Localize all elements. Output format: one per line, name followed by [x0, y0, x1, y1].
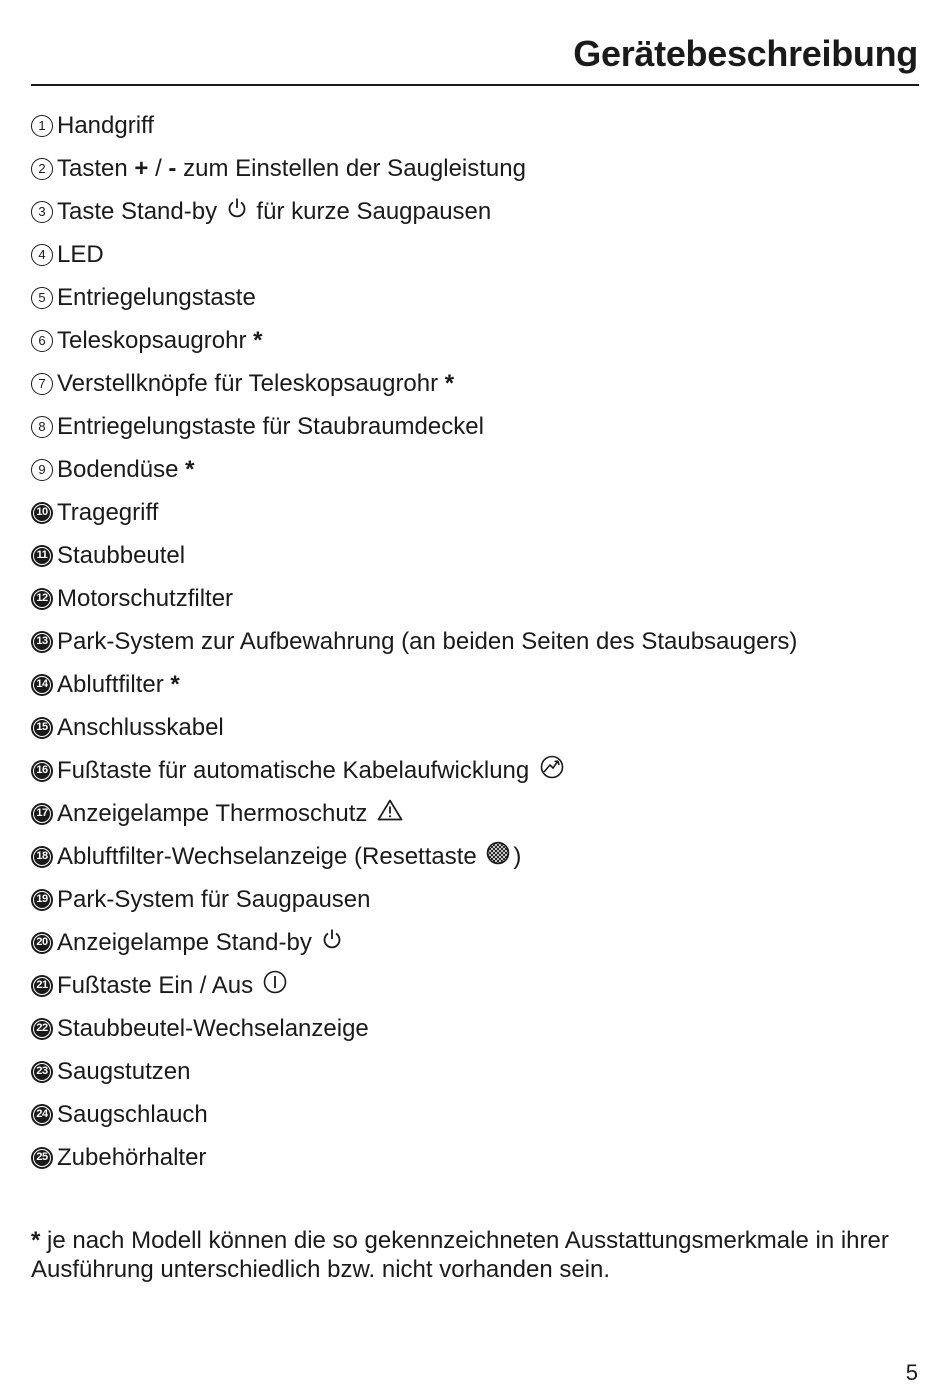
part-label: Anzeigelampe Stand-by	[57, 928, 319, 956]
part-label: Motorschutzfilter	[57, 584, 234, 612]
part-number-badge: 7	[31, 373, 53, 395]
part-number-badge: 22	[31, 1018, 53, 1040]
part-label: Entriegelungstaste für Staubraumdeckel	[57, 412, 484, 440]
part-number-badge: 20	[31, 932, 53, 954]
part-number-badge: 14	[31, 674, 53, 696]
part-number-badge: 2	[31, 158, 53, 180]
part-number-badge: 8	[31, 416, 53, 438]
part-number-badge: 18	[31, 846, 53, 868]
part-label: Staubbeutel	[57, 541, 186, 569]
part-item-14	[31, 663, 797, 706]
part-number-badge: 1	[31, 115, 53, 137]
part-label: Tragegriff	[57, 498, 159, 526]
model-dependent-star: *	[253, 326, 263, 354]
part-item-15	[31, 706, 797, 749]
part-item-24	[31, 1093, 797, 1136]
plus-symbol: +	[134, 154, 149, 182]
model-dependent-star: *	[444, 369, 455, 397]
part-label: Fußtaste für automatische Kabelaufwicklung	[57, 756, 536, 784]
part-label: Tasten	[57, 154, 135, 182]
warning-triangle-icon	[377, 799, 403, 828]
part-label-suffix: für kurze Saugpausen	[249, 197, 492, 225]
part-number-badge: 4	[31, 244, 53, 266]
model-dependent-star: *	[185, 455, 195, 483]
filter-reset-icon	[486, 841, 510, 872]
part-label: Anzeigelampe Thermoschutz	[57, 799, 375, 827]
part-number-badge: 21	[31, 975, 53, 997]
part-label: Abluftfilter	[57, 670, 164, 698]
part-number-badge: 10	[31, 502, 53, 524]
part-label: Fußtaste Ein / Aus	[57, 971, 260, 999]
part-number-badge: 11	[31, 545, 53, 567]
part-label: Saugstutzen	[57, 1057, 191, 1085]
part-item-10	[31, 491, 797, 534]
part-number-badge: 16	[31, 760, 53, 782]
model-dependent-star: *	[170, 670, 180, 698]
part-number-badge: 13	[31, 631, 53, 653]
part-item-6	[31, 319, 797, 362]
part-item-2	[31, 147, 797, 190]
part-item-18	[31, 835, 797, 878]
part-item-22	[31, 1007, 797, 1050]
part-number-badge: 12	[31, 588, 53, 610]
part-number-badge: 15	[31, 717, 53, 739]
part-item-17	[31, 792, 797, 835]
header-divider	[31, 84, 919, 86]
footnote	[31, 1226, 921, 1284]
power-icon	[322, 928, 342, 957]
part-item-8	[31, 405, 797, 448]
part-label: Taste Stand-by	[57, 197, 224, 225]
part-label: Bodendüse	[57, 455, 179, 483]
part-label: LED	[57, 240, 104, 268]
part-label: Saugschlauch	[57, 1100, 208, 1128]
part-label: Zubehörhalter	[57, 1143, 207, 1171]
part-label: Abluftfilter-Wechselanzeige (Resettaste	[57, 842, 484, 870]
part-label: Verstellknöpfe für Teleskopsaugrohr	[57, 369, 439, 397]
part-number-badge: 25	[31, 1147, 53, 1169]
part-number-badge: 23	[31, 1061, 53, 1083]
part-number-badge: 17	[31, 803, 53, 825]
part-label-suffix: zum Einstellen der Saugleistung	[176, 154, 526, 182]
part-item-19	[31, 878, 797, 921]
part-item-3	[31, 190, 797, 233]
part-number-badge: 24	[31, 1104, 53, 1126]
power-icon	[227, 197, 247, 226]
part-item-25	[31, 1136, 797, 1179]
part-item-12	[31, 577, 797, 620]
part-number-badge: 5	[31, 287, 53, 309]
part-item-5	[31, 276, 797, 319]
page-title: Gerätebeschreibung	[573, 33, 918, 74]
cable-rewind-icon	[539, 755, 565, 786]
part-item-21	[31, 964, 797, 1007]
part-item-7	[31, 362, 797, 405]
part-item-23	[31, 1050, 797, 1093]
part-label: Handgriff	[57, 111, 154, 139]
part-item-11	[31, 534, 797, 577]
part-label: Park-System für Saugpausen	[57, 885, 371, 913]
footnote-star: *	[31, 1227, 41, 1254]
part-item-4	[31, 233, 797, 276]
part-label: Anschlusskabel	[57, 713, 224, 741]
page-number: 5	[905, 1360, 918, 1385]
part-number-badge: 9	[31, 459, 53, 481]
part-item-1	[31, 104, 797, 147]
part-label: Staubbeutel-Wechselanzeige	[57, 1014, 369, 1042]
part-label: Teleskopsaugrohr	[57, 326, 247, 354]
footnote-text: je nach Modell können die so gekennzeichneten Ausstattungsmerkmale in ihrer Ausführung unterschiedlich bzw. nicht vorhanden sein.	[31, 1227, 889, 1283]
part-label: Entriegelungstaste	[57, 283, 256, 311]
minus-symbol: -	[168, 154, 177, 182]
part-number-badge: 6	[31, 330, 53, 352]
part-item-16	[31, 749, 797, 792]
part-label: Park-System zur Aufbewahrung (an beiden Seiten des Staubsaugers)	[57, 627, 798, 655]
part-label-separator: /	[148, 154, 169, 182]
parts-list	[31, 104, 797, 1179]
part-number-badge: 3	[31, 201, 53, 223]
on-off-icon	[263, 970, 287, 1001]
part-number-badge: 19	[31, 889, 53, 911]
part-item-20	[31, 921, 797, 964]
part-label-suffix: )	[513, 842, 522, 870]
part-item-9	[31, 448, 797, 491]
part-item-13	[31, 620, 797, 663]
